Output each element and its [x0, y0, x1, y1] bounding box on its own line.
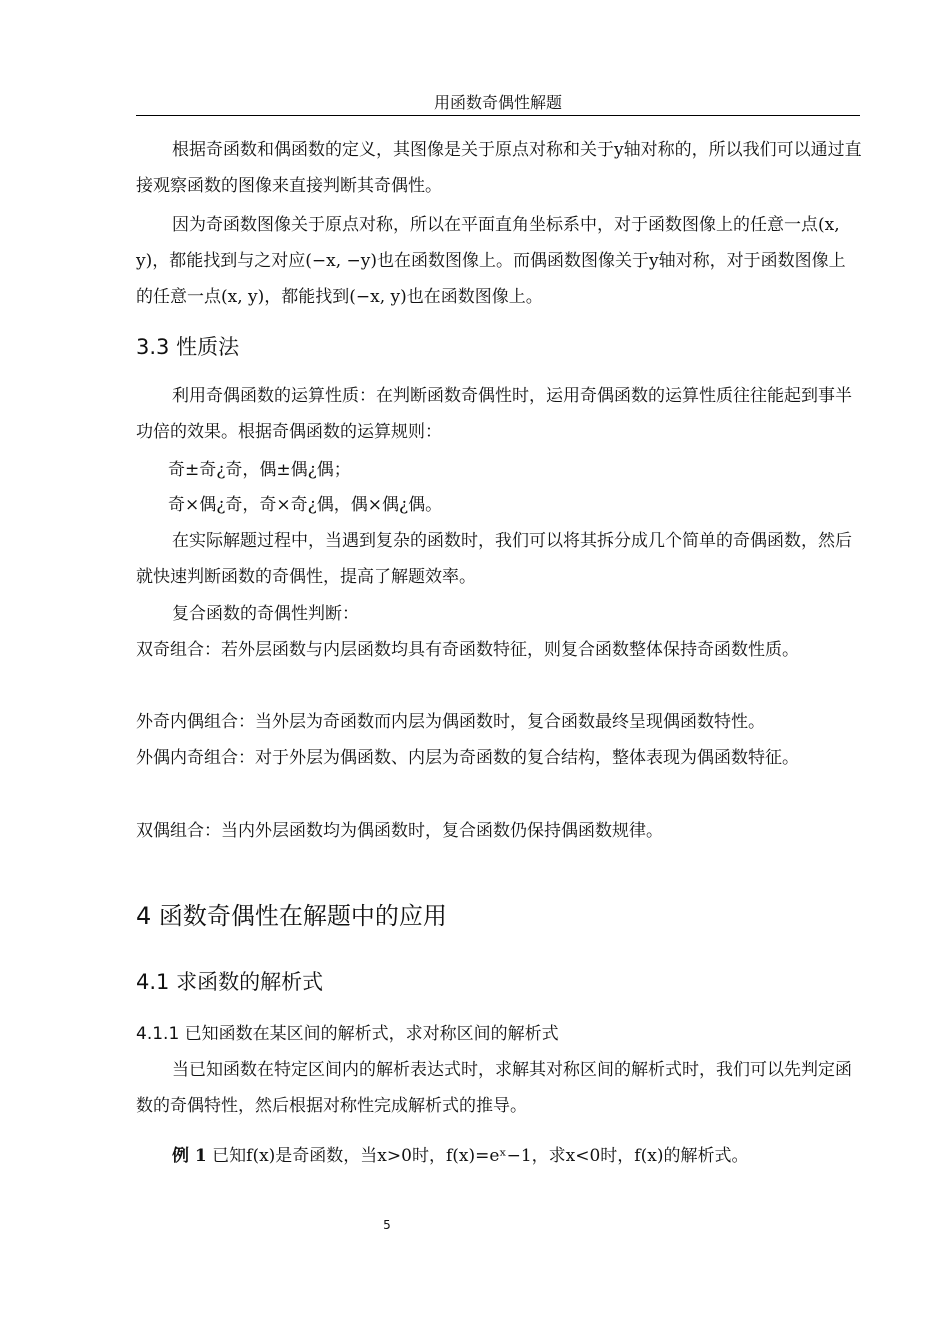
- paragraph-property-method: 利用奇偶函数的运算性质：在判断函数奇偶性时，运用奇偶函数的运算性质往往能起到事半功倍的效果。根据奇偶函数的运算规则：: [136, 386, 852, 442]
- example-label: 例 1: [172, 1146, 207, 1166]
- heading-4-1: 4.1 求函数的解析式: [136, 970, 324, 994]
- paragraph-decompose: 在实际解题过程中，当遇到复杂的函数时，我们可以将其拆分成几个简单的奇偶函数，然后就快速判断函数的奇偶性，提高了解题效率。: [136, 531, 852, 587]
- heading-4: 4 函数奇偶性在解题中的应用: [136, 902, 447, 930]
- composite-even-even: 双偶组合：当内外层函数均为偶函数时，复合函数仍保持偶函数规律。: [136, 821, 663, 841]
- page-number: 5: [383, 1218, 391, 1232]
- running-header: 用函数奇偶性解题: [433, 93, 562, 112]
- composite-even-odd: 外偶内奇组合：对于外层为偶函数、内层为奇函数的复合结构，整体表现为偶函数特征。: [136, 748, 799, 768]
- paragraph-point-symmetry: 因为奇函数图像关于原点对称，所以在平面直角坐标系中，对于函数图像上的任意一点(x, y)，都能找到与之对应(−x, −y)也在函数图像上。而偶函数图像关于y轴对称，对于函数图像上的任意一点(x, y)，都能找到(−x, y)也在函数图像上。: [136, 215, 846, 307]
- heading-4-1-1: 4.1.1 已知函数在某区间的解析式，求对称区间的解析式: [136, 1024, 559, 1044]
- paragraph-symmetric-interval: 当已知函数在特定区间内的解析表达式时，求解其对称区间的解析式时，我们可以先判定函数的奇偶特性，然后根据对称性完成解析式的推导。: [136, 1060, 852, 1116]
- composite-odd-even: 外奇内偶组合：当外层为奇函数而内层为偶函数时，复合函数最终呈现偶函数特性。: [136, 712, 765, 732]
- header-rule: [136, 115, 860, 116]
- heading-3-3: 3.3 性质法: [136, 335, 240, 359]
- composite-title: 复合函数的奇偶性判断：: [172, 604, 359, 624]
- composite-odd-odd: 双奇组合：若外层函数与内层函数均具有奇函数特征，则复合函数整体保持奇函数性质。: [136, 640, 799, 660]
- example-1: [172, 1138, 862, 1174]
- paragraph-graph-symmetry: 根据奇函数和偶函数的定义，其图像是关于原点对称和关于y轴对称的，所以我们可以通过直接观察函数的图像来直接判断其奇偶性。: [136, 140, 862, 196]
- rule-addition: 奇±奇¿奇，偶±偶¿偶；: [168, 460, 351, 480]
- example-text: 已知f(x)是奇函数，当x>0时，f(x)=eˣ−1，求x<0时，f(x)的解析式。: [212, 1146, 749, 1166]
- rule-multiplication: 奇×偶¿奇，奇×奇¿偶，偶×偶¿偶。: [168, 495, 443, 515]
